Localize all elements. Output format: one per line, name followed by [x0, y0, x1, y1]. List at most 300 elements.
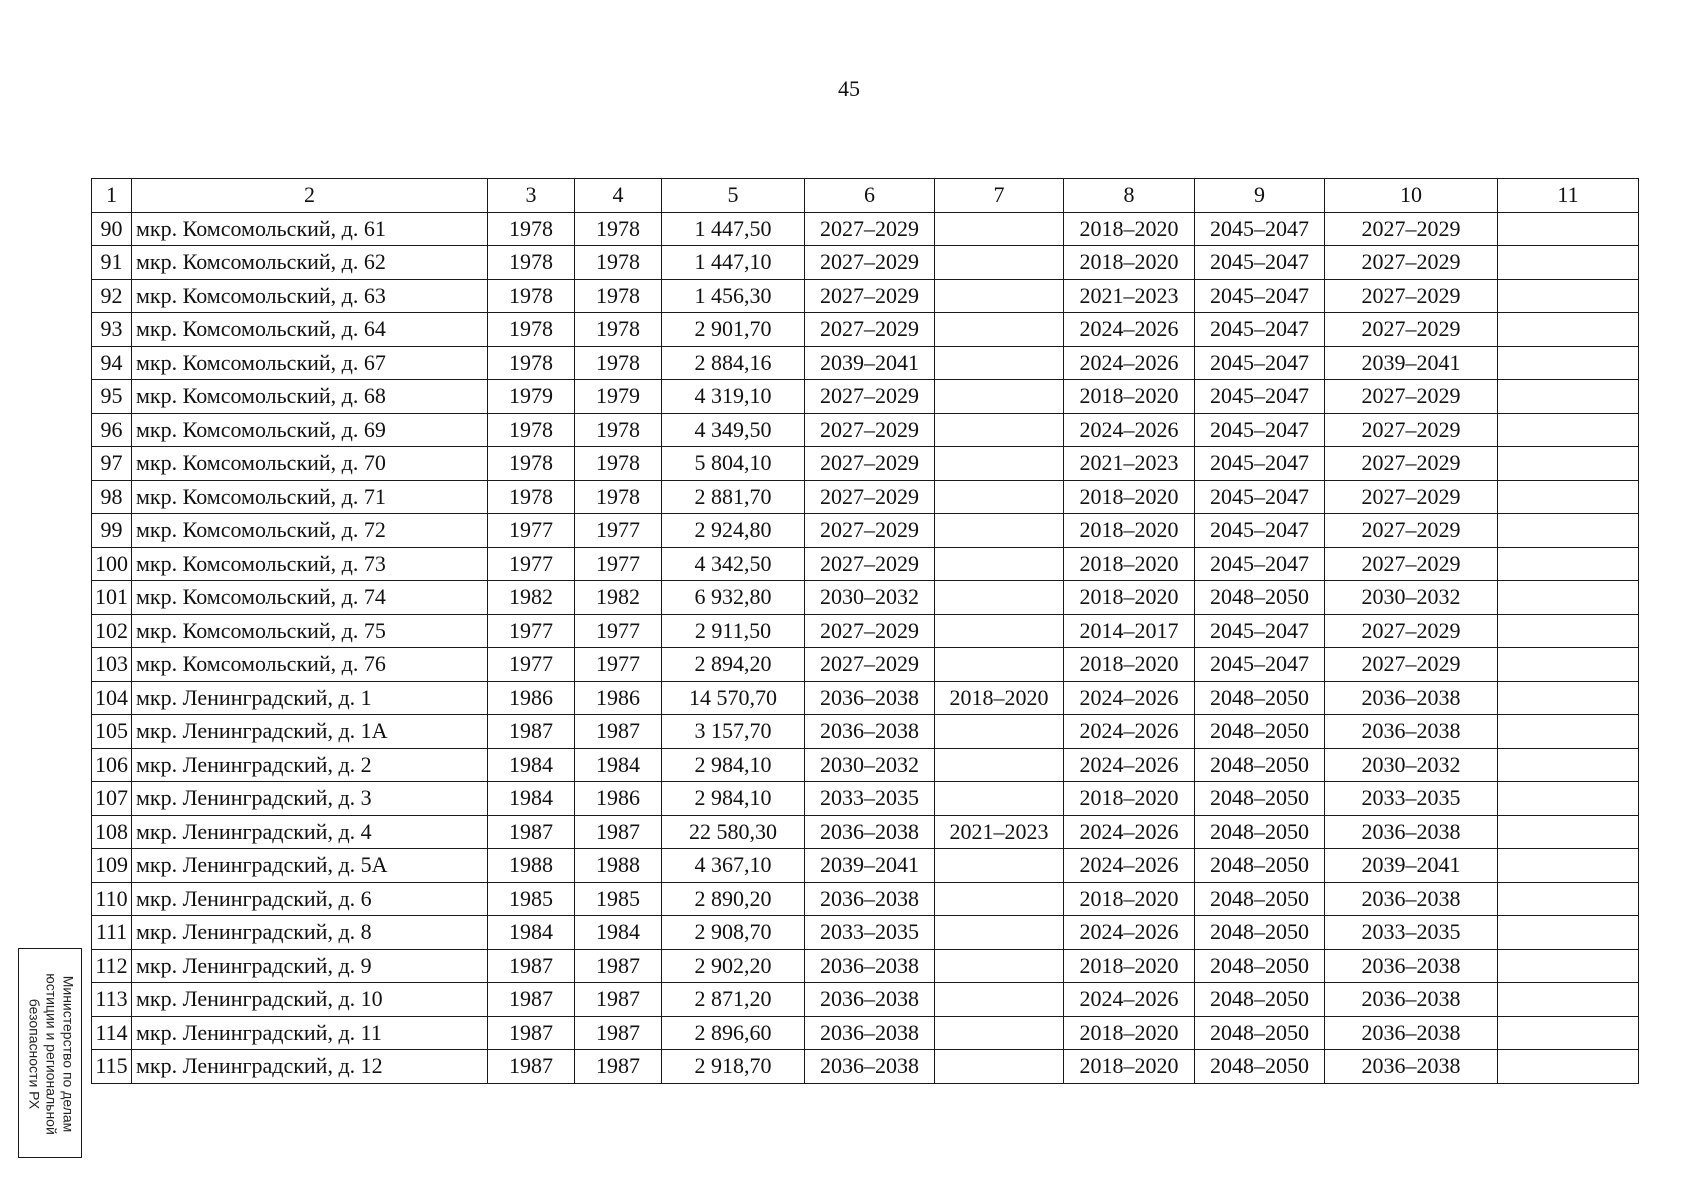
cell-period-6: 2027–2029	[805, 514, 935, 548]
cell-year-built: 1987	[488, 983, 575, 1017]
cell-period-7	[935, 246, 1064, 280]
cell-period-8: 2018–2020	[1064, 514, 1195, 548]
table-body	[92, 212, 1639, 1083]
cell-row-number: 90	[92, 212, 132, 246]
cell-period-10: 2033–2035	[1325, 916, 1498, 950]
cell-period-7	[935, 514, 1064, 548]
cell-period-8: 2024–2026	[1064, 681, 1195, 715]
cell-row-number: 100	[92, 547, 132, 581]
cell-period-10: 2027–2029	[1325, 480, 1498, 514]
cell-address: мкр. Комсомольский, д. 69	[132, 413, 488, 447]
cell-period-9: 2048–2050	[1195, 681, 1325, 715]
cell-period-10: 2036–2038	[1325, 1016, 1498, 1050]
stamp-line: безопасности РХ	[26, 998, 43, 1110]
table-row	[92, 514, 1639, 548]
cell-area: 4 319,10	[662, 380, 805, 414]
cell-period-8: 2021–2023	[1064, 279, 1195, 313]
cell-year-commissioned: 1987	[575, 949, 662, 983]
cell-period-8: 2021–2023	[1064, 447, 1195, 481]
cell-period-10: 2027–2029	[1325, 413, 1498, 447]
cell-period-8: 2018–2020	[1064, 246, 1195, 280]
cell-period-8: 2024–2026	[1064, 715, 1195, 749]
cell-period-6: 2039–2041	[805, 346, 935, 380]
cell-area: 2 924,80	[662, 514, 805, 548]
cell-period-8: 2018–2020	[1064, 648, 1195, 682]
cell-notes	[1498, 614, 1639, 648]
cell-notes	[1498, 681, 1639, 715]
table-row	[92, 380, 1639, 414]
cell-year-commissioned: 1986	[575, 681, 662, 715]
cell-period-9: 2045–2047	[1195, 212, 1325, 246]
cell-period-7	[935, 212, 1064, 246]
cell-year-built: 1977	[488, 547, 575, 581]
cell-period-6: 2036–2038	[805, 949, 935, 983]
cell-row-number: 107	[92, 782, 132, 816]
cell-notes	[1498, 480, 1639, 514]
table-row	[92, 581, 1639, 615]
cell-row-number: 111	[92, 916, 132, 950]
table-row	[92, 882, 1639, 916]
cell-period-8: 2014–2017	[1064, 614, 1195, 648]
cell-row-number: 102	[92, 614, 132, 648]
cell-period-9: 2045–2047	[1195, 380, 1325, 414]
cell-period-7	[935, 614, 1064, 648]
cell-area: 2 881,70	[662, 480, 805, 514]
cell-notes	[1498, 1050, 1639, 1084]
cell-area: 2 890,20	[662, 882, 805, 916]
cell-address: мкр. Ленинградский, д. 1	[132, 681, 488, 715]
cell-period-10: 2036–2038	[1325, 949, 1498, 983]
cell-row-number: 96	[92, 413, 132, 447]
cell-notes	[1498, 246, 1639, 280]
cell-year-built: 1987	[488, 715, 575, 749]
cell-year-built: 1987	[488, 815, 575, 849]
table-row	[92, 413, 1639, 447]
cell-notes	[1498, 279, 1639, 313]
cell-period-7	[935, 313, 1064, 347]
cell-area: 2 908,70	[662, 916, 805, 950]
cell-notes	[1498, 581, 1639, 615]
cell-address: мкр. Комсомольский, д. 63	[132, 279, 488, 313]
cell-period-8: 2018–2020	[1064, 480, 1195, 514]
cell-period-8: 2024–2026	[1064, 916, 1195, 950]
table-row	[92, 614, 1639, 648]
cell-period-10: 2039–2041	[1325, 346, 1498, 380]
cell-period-6: 2036–2038	[805, 1016, 935, 1050]
cell-period-6: 2027–2029	[805, 648, 935, 682]
column-header-1: 1	[92, 179, 132, 213]
cell-notes	[1498, 949, 1639, 983]
cell-address: мкр. Комсомольский, д. 70	[132, 447, 488, 481]
cell-period-9: 2048–2050	[1195, 1016, 1325, 1050]
cell-area: 4 342,50	[662, 547, 805, 581]
table-row	[92, 246, 1639, 280]
cell-year-built: 1982	[488, 581, 575, 615]
cell-row-number: 106	[92, 748, 132, 782]
cell-period-9: 2045–2047	[1195, 614, 1325, 648]
cell-address: мкр. Комсомольский, д. 73	[132, 547, 488, 581]
cell-period-10: 2036–2038	[1325, 715, 1498, 749]
cell-period-8: 2018–2020	[1064, 380, 1195, 414]
cell-address: мкр. Ленинградский, д. 12	[132, 1050, 488, 1084]
cell-period-10: 2027–2029	[1325, 380, 1498, 414]
table-row	[92, 949, 1639, 983]
cell-area: 14 570,70	[662, 681, 805, 715]
cell-notes	[1498, 413, 1639, 447]
cell-year-commissioned: 1977	[575, 614, 662, 648]
cell-period-9: 2045–2047	[1195, 547, 1325, 581]
cell-period-10: 2036–2038	[1325, 815, 1498, 849]
table-row	[92, 815, 1639, 849]
cell-period-10: 2027–2029	[1325, 514, 1498, 548]
cell-year-commissioned: 1979	[575, 380, 662, 414]
cell-period-6: 2036–2038	[805, 715, 935, 749]
cell-year-built: 1978	[488, 212, 575, 246]
cell-period-7	[935, 346, 1064, 380]
cell-period-8: 2018–2020	[1064, 547, 1195, 581]
table-row	[92, 983, 1639, 1017]
stamp-text	[26, 954, 77, 1154]
cell-period-6: 2030–2032	[805, 581, 935, 615]
cell-area: 5 804,10	[662, 447, 805, 481]
cell-year-built: 1987	[488, 1016, 575, 1050]
cell-row-number: 112	[92, 949, 132, 983]
cell-period-7	[935, 279, 1064, 313]
housing-register-table	[91, 178, 1639, 1084]
cell-period-7	[935, 1016, 1064, 1050]
cell-period-10: 2027–2029	[1325, 212, 1498, 246]
cell-period-6: 2027–2029	[805, 547, 935, 581]
cell-address: мкр. Комсомольский, д. 76	[132, 648, 488, 682]
cell-area: 2 984,10	[662, 782, 805, 816]
cell-address: мкр. Ленинградский, д. 8	[132, 916, 488, 950]
table-row	[92, 648, 1639, 682]
cell-period-7	[935, 949, 1064, 983]
cell-notes	[1498, 1016, 1639, 1050]
cell-area: 22 580,30	[662, 815, 805, 849]
cell-address: мкр. Ленинградский, д. 6	[132, 882, 488, 916]
page-number: 45	[838, 76, 860, 101]
cell-period-8: 2024–2026	[1064, 815, 1195, 849]
cell-period-9: 2045–2047	[1195, 279, 1325, 313]
cell-area: 2 984,10	[662, 748, 805, 782]
cell-period-9: 2045–2047	[1195, 447, 1325, 481]
cell-address: мкр. Ленинградский, д. 11	[132, 1016, 488, 1050]
cell-area: 3 157,70	[662, 715, 805, 749]
cell-year-commissioned: 1978	[575, 346, 662, 380]
cell-address: мкр. Ленинградский, д. 1А	[132, 715, 488, 749]
table-row	[92, 715, 1639, 749]
cell-year-built: 1984	[488, 916, 575, 950]
cell-address: мкр. Ленинградский, д. 4	[132, 815, 488, 849]
cell-area: 4 349,50	[662, 413, 805, 447]
cell-period-9: 2048–2050	[1195, 715, 1325, 749]
cell-year-built: 1987	[488, 949, 575, 983]
cell-area: 2 871,20	[662, 983, 805, 1017]
cell-year-commissioned: 1984	[575, 748, 662, 782]
cell-year-commissioned: 1977	[575, 547, 662, 581]
cell-year-commissioned: 1978	[575, 480, 662, 514]
cell-year-commissioned: 1977	[575, 648, 662, 682]
cell-row-number: 108	[92, 815, 132, 849]
cell-row-number: 109	[92, 849, 132, 883]
table-row	[92, 849, 1639, 883]
cell-row-number: 103	[92, 648, 132, 682]
cell-notes	[1498, 313, 1639, 347]
cell-area: 2 918,70	[662, 1050, 805, 1084]
cell-period-6: 2027–2029	[805, 212, 935, 246]
cell-period-9: 2045–2047	[1195, 514, 1325, 548]
cell-area: 2 911,50	[662, 614, 805, 648]
cell-period-8: 2018–2020	[1064, 1050, 1195, 1084]
cell-address: мкр. Ленинградский, д. 3	[132, 782, 488, 816]
cell-period-6: 2027–2029	[805, 279, 935, 313]
table-row	[92, 748, 1639, 782]
cell-notes	[1498, 547, 1639, 581]
cell-year-built: 1978	[488, 413, 575, 447]
cell-period-9: 2045–2047	[1195, 246, 1325, 280]
cell-row-number: 98	[92, 480, 132, 514]
cell-year-commissioned: 1977	[575, 514, 662, 548]
cell-row-number: 114	[92, 1016, 132, 1050]
table-row	[92, 313, 1639, 347]
cell-notes	[1498, 514, 1639, 548]
table-row	[92, 212, 1639, 246]
cell-year-commissioned: 1987	[575, 1016, 662, 1050]
cell-notes	[1498, 715, 1639, 749]
cell-row-number: 115	[92, 1050, 132, 1084]
cell-notes	[1498, 849, 1639, 883]
cell-period-7	[935, 648, 1064, 682]
cell-row-number: 104	[92, 681, 132, 715]
cell-row-number: 93	[92, 313, 132, 347]
cell-area: 1 447,10	[662, 246, 805, 280]
cell-period-9: 2045–2047	[1195, 648, 1325, 682]
column-header-4: 4	[575, 179, 662, 213]
cell-period-9: 2045–2047	[1195, 413, 1325, 447]
cell-year-commissioned: 1987	[575, 715, 662, 749]
cell-period-7	[935, 882, 1064, 916]
cell-period-8: 2018–2020	[1064, 1016, 1195, 1050]
cell-year-commissioned: 1987	[575, 1050, 662, 1084]
cell-period-9: 2048–2050	[1195, 849, 1325, 883]
column-header-9: 9	[1195, 179, 1325, 213]
table-row	[92, 1050, 1639, 1084]
cell-period-8: 2024–2026	[1064, 413, 1195, 447]
stamp-line: юстиции и региональной	[43, 973, 60, 1135]
cell-year-built: 1985	[488, 882, 575, 916]
cell-address: мкр. Комсомольский, д. 67	[132, 346, 488, 380]
cell-period-9: 2048–2050	[1195, 882, 1325, 916]
column-header-8: 8	[1064, 179, 1195, 213]
cell-period-6: 2039–2041	[805, 849, 935, 883]
cell-year-built: 1978	[488, 246, 575, 280]
cell-period-10: 2027–2029	[1325, 447, 1498, 481]
column-header-5: 5	[662, 179, 805, 213]
cell-period-9: 2048–2050	[1195, 1050, 1325, 1084]
cell-period-6: 2027–2029	[805, 246, 935, 280]
cell-year-built: 1978	[488, 480, 575, 514]
cell-area: 4 367,10	[662, 849, 805, 883]
cell-year-commissioned: 1978	[575, 212, 662, 246]
cell-period-9: 2048–2050	[1195, 782, 1325, 816]
column-header-6: 6	[805, 179, 935, 213]
table-row	[92, 547, 1639, 581]
cell-notes	[1498, 983, 1639, 1017]
cell-address: мкр. Ленинградский, д. 2	[132, 748, 488, 782]
cell-address: мкр. Комсомольский, д. 64	[132, 313, 488, 347]
cell-period-8: 2024–2026	[1064, 849, 1195, 883]
cell-period-7	[935, 849, 1064, 883]
cell-row-number: 95	[92, 380, 132, 414]
table-row	[92, 916, 1639, 950]
cell-row-number: 99	[92, 514, 132, 548]
cell-period-7	[935, 983, 1064, 1017]
cell-area: 2 894,20	[662, 648, 805, 682]
cell-row-number: 94	[92, 346, 132, 380]
cell-year-commissioned: 1982	[575, 581, 662, 615]
cell-period-7	[935, 380, 1064, 414]
cell-row-number: 92	[92, 279, 132, 313]
table-row	[92, 782, 1639, 816]
cell-period-7	[935, 748, 1064, 782]
cell-address: мкр. Комсомольский, д. 61	[132, 212, 488, 246]
column-header-2: 2	[132, 179, 488, 213]
cell-address: мкр. Ленинградский, д. 10	[132, 983, 488, 1017]
cell-address: мкр. Ленинградский, д. 5А	[132, 849, 488, 883]
cell-area: 1 447,50	[662, 212, 805, 246]
cell-address: мкр. Комсомольский, д. 74	[132, 581, 488, 615]
cell-year-built: 1978	[488, 313, 575, 347]
cell-period-7	[935, 547, 1064, 581]
cell-period-6: 2030–2032	[805, 748, 935, 782]
cell-year-built: 1986	[488, 681, 575, 715]
cell-address: мкр. Комсомольский, д. 68	[132, 380, 488, 414]
cell-period-9: 2048–2050	[1195, 581, 1325, 615]
cell-address: мкр. Комсомольский, д. 75	[132, 614, 488, 648]
cell-period-9: 2045–2047	[1195, 480, 1325, 514]
column-header-11: 11	[1498, 179, 1639, 213]
cell-period-6: 2027–2029	[805, 413, 935, 447]
cell-period-6: 2036–2038	[805, 882, 935, 916]
cell-period-7	[935, 447, 1064, 481]
cell-row-number: 105	[92, 715, 132, 749]
cell-row-number: 97	[92, 447, 132, 481]
cell-year-commissioned: 1986	[575, 782, 662, 816]
cell-year-commissioned: 1978	[575, 279, 662, 313]
cell-address: мкр. Комсомольский, д. 62	[132, 246, 488, 280]
cell-period-6: 2036–2038	[805, 1050, 935, 1084]
cell-year-built: 1978	[488, 279, 575, 313]
cell-period-7: 2021–2023	[935, 815, 1064, 849]
cell-area: 1 456,30	[662, 279, 805, 313]
cell-period-9: 2045–2047	[1195, 313, 1325, 347]
table-row	[92, 480, 1639, 514]
cell-notes	[1498, 916, 1639, 950]
cell-period-8: 2024–2026	[1064, 346, 1195, 380]
cell-row-number: 113	[92, 983, 132, 1017]
cell-address: мкр. Комсомольский, д. 71	[132, 480, 488, 514]
table-header	[92, 179, 1639, 213]
cell-year-commissioned: 1978	[575, 413, 662, 447]
cell-period-9: 2048–2050	[1195, 748, 1325, 782]
cell-period-8: 2018–2020	[1064, 581, 1195, 615]
cell-period-8: 2018–2020	[1064, 949, 1195, 983]
cell-period-6: 2027–2029	[805, 614, 935, 648]
cell-area: 6 932,80	[662, 581, 805, 615]
cell-notes	[1498, 882, 1639, 916]
cell-period-9: 2048–2050	[1195, 815, 1325, 849]
cell-period-7	[935, 715, 1064, 749]
cell-period-10: 2039–2041	[1325, 849, 1498, 883]
cell-period-10: 2036–2038	[1325, 983, 1498, 1017]
cell-notes	[1498, 212, 1639, 246]
cell-period-9: 2048–2050	[1195, 916, 1325, 950]
cell-period-10: 2027–2029	[1325, 614, 1498, 648]
cell-row-number: 110	[92, 882, 132, 916]
column-header-10: 10	[1325, 179, 1498, 213]
cell-period-10: 2027–2029	[1325, 648, 1498, 682]
header-row	[92, 179, 1639, 213]
ministry-stamp	[18, 948, 82, 1158]
cell-year-built: 1977	[488, 514, 575, 548]
cell-period-9: 2048–2050	[1195, 949, 1325, 983]
cell-year-commissioned: 1985	[575, 882, 662, 916]
cell-period-10: 2027–2029	[1325, 279, 1498, 313]
cell-period-7	[935, 581, 1064, 615]
cell-year-built: 1977	[488, 648, 575, 682]
cell-year-built: 1984	[488, 748, 575, 782]
cell-year-built: 1984	[488, 782, 575, 816]
cell-period-10: 2036–2038	[1325, 1050, 1498, 1084]
cell-period-8: 2024–2026	[1064, 748, 1195, 782]
cell-period-6: 2036–2038	[805, 983, 935, 1017]
cell-year-commissioned: 1984	[575, 916, 662, 950]
column-header-3: 3	[488, 179, 575, 213]
table-row	[92, 447, 1639, 481]
cell-year-built: 1988	[488, 849, 575, 883]
cell-period-8: 2018–2020	[1064, 212, 1195, 246]
cell-year-commissioned: 1987	[575, 983, 662, 1017]
table-row	[92, 1016, 1639, 1050]
cell-area: 2 884,16	[662, 346, 805, 380]
cell-period-7	[935, 480, 1064, 514]
cell-period-10: 2033–2035	[1325, 782, 1498, 816]
cell-year-commissioned: 1988	[575, 849, 662, 883]
cell-period-10: 2036–2038	[1325, 681, 1498, 715]
cell-year-built: 1987	[488, 1050, 575, 1084]
table-row	[92, 346, 1639, 380]
cell-period-9: 2048–2050	[1195, 983, 1325, 1017]
cell-period-10: 2027–2029	[1325, 246, 1498, 280]
cell-row-number: 101	[92, 581, 132, 615]
cell-year-commissioned: 1978	[575, 246, 662, 280]
cell-period-6: 2033–2035	[805, 782, 935, 816]
cell-row-number: 91	[92, 246, 132, 280]
cell-period-6: 2033–2035	[805, 916, 935, 950]
cell-period-7	[935, 1050, 1064, 1084]
cell-period-6: 2027–2029	[805, 447, 935, 481]
cell-notes	[1498, 748, 1639, 782]
cell-period-6: 2036–2038	[805, 681, 935, 715]
cell-period-6: 2027–2029	[805, 313, 935, 347]
cell-period-7: 2018–2020	[935, 681, 1064, 715]
cell-year-commissioned: 1978	[575, 313, 662, 347]
cell-period-7	[935, 916, 1064, 950]
cell-period-8: 2024–2026	[1064, 983, 1195, 1017]
cell-year-commissioned: 1987	[575, 815, 662, 849]
cell-address: мкр. Ленинградский, д. 9	[132, 949, 488, 983]
